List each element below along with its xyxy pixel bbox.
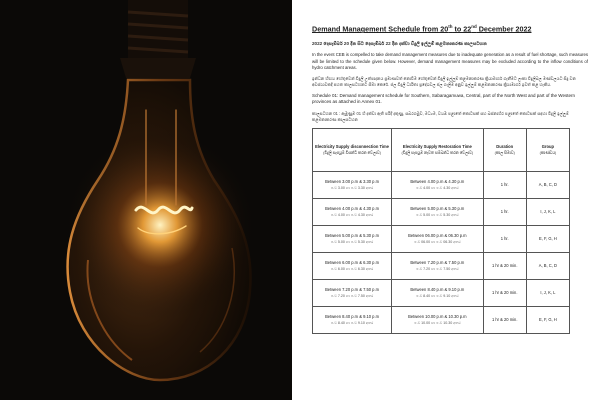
light-bulb-illustration <box>0 0 292 400</box>
supply-time-cell: Between 7.20 p.m & 7.50 p.m ප.ව 7.20 හා ප.ව 7.50 අතර <box>313 279 392 306</box>
supply-time-cell: Between 6.00 p.m & 6.30 p.m ප.ව 6.00 හා ප.ව 6.30 අතර <box>313 252 392 279</box>
schedule-description-english: Schedule 01: Demand management schedule for Southern, Sabaragamuwa, Central, part of the North West and part of the Western provinces as attached in Annex 01. <box>312 93 575 105</box>
group-cell: I, J, K, L <box>526 198 569 225</box>
group-cell: E, F, G, H <box>526 306 569 333</box>
intro-paragraph-sinhala: ඉන්ධන හිඟය හේතුවෙන් විදුලි උත්පාදනය ප්‍රමාණවත් නොවීම හේතුවෙන් විදුලි ඉල්ලුම් කළමනාකරණ ක්‍රියාමාර්ග ගැනීමට ලංකා විදුලිබල මණ්ඩලයට සිදු වන අවස්ථාවකදී පහත කාලසටහනට සීමා කෙරේ. ජල විදුලි ධාරිතා ප්‍රදේශවල ජල ගැලීම අනුව ඉල්ලුම් කළමනාකරණ ක්‍රියාමාර්ග ඉවත් කළ හැකිය. <box>312 76 576 87</box>
restore-time-cell: Between 5.00 p.m & 5.30 p.m ප.ව 5.00 හා ප.ව 5.30 අතර <box>392 198 484 225</box>
header-supply-restoration: Electricity Supply Restoration Time (විදුලි සැපයුම නැවත සම්බන්ධ කරන වේලාව) <box>392 128 484 171</box>
duration-cell: 1 hr & 20 min. <box>483 279 526 306</box>
intro-paragraph-english: In the event CEB is compelled to take demand management measures due to inadequate generation as a result of fuel shortage, such measures will be limited to the schedule given below. However, demand management measures may be excluded according to the inflow conditions of hydro catchment areas. <box>312 52 588 70</box>
bulb-base <box>120 0 196 78</box>
duration-cell: 1 hr & 20 min. <box>483 252 526 279</box>
table-row <box>313 171 570 198</box>
group-cell: A, B, C, D <box>526 252 569 279</box>
supply-time-cell: Between 4.00 p.m & 4.30 p.m ප.ව 4.00 හා ප.ව 4.30 අතර <box>313 198 392 225</box>
restore-time-cell: Between 8.40 p.m & 9.10 p.m ප.ව 8.40 හා ප.ව 9.10 අතර <box>392 279 484 306</box>
schedule-table <box>312 128 570 334</box>
header-duration: Duration (කාල සීමාව) <box>483 128 526 171</box>
group-cell: A, B, C, D <box>526 171 569 198</box>
supply-time-cell: Between 5.00 p.m & 5.30 p.m ප.ව 5.00 හා ප.ව 5.30 අතර <box>313 225 392 252</box>
demand-management-document <box>292 0 600 400</box>
restore-time-cell: Between 7.20 p.m & 7.50 p.m ප.ව 7.20 හා ප.ව 7.50 අතර <box>392 252 484 279</box>
header-supply-disconnection: Electricity Supply disconnection Time (විදුලි සැපයුම් විසන්ධි කරන වේලාව) <box>313 128 392 171</box>
filament-glow <box>65 130 255 320</box>
document-title: Demand Management Schedule from 20th to 22nd December 2022 <box>312 24 532 34</box>
light-bulb-photo <box>0 0 292 400</box>
table-row <box>313 279 570 306</box>
table-row <box>313 198 570 225</box>
document-subtitle-sinhala: 2022 දෙසැම්බර් 20 දින සිට දෙසැම්බර් 22 දින දක්වා විදුලි ඉල්ලුම් කළමනාකරණ කාලසටහන <box>312 41 487 47</box>
restore-time-cell: Between 10.00 p.m & 10.30 p.m ප.ව 10.00 හා ප.ව 10.30 අතර <box>392 306 484 333</box>
duration-cell: 1 hr & 20 min. <box>483 306 526 333</box>
header-group: Group (කාණ්ඩය) <box>526 128 569 171</box>
table-row <box>313 252 570 279</box>
supply-time-cell: Between 3.00 p.m & 3.30 p.m ප.ව 3.00 හා ප.ව 3.30 අතර <box>313 171 392 198</box>
group-cell: I, J, K, L <box>526 279 569 306</box>
duration-cell: 1 hr. <box>483 198 526 225</box>
restore-time-cell: Between 06.00 p.m & 06.30 p.m ප.ව 06.00 හා ප.ව 06.30 අතර <box>392 225 484 252</box>
table-row <box>313 306 570 333</box>
table-row <box>313 225 570 252</box>
supply-time-cell: Between 8.40 p.m & 9.10 p.m ප.ව 8.40 හා ප.ව 9.10 අතර <box>313 306 392 333</box>
schedule-description-sinhala: කාලසටහන 01 : ඇමුණුම 01 හි දක්වා ඇති පරිදි දකුණු, සබරගමුව, මධ්‍යම, වයඹ පළාතේ කොටසක් සහ බස්නාහිර පළාතේ කොටසක් සඳහා විදුලි ඉල්ලුම් කළමනාකරණ කාලසටහන <box>312 110 569 122</box>
schedule-table-header <box>313 128 570 171</box>
duration-cell: 1 hr. <box>483 225 526 252</box>
duration-cell: 1 hr. <box>483 171 526 198</box>
group-cell: E, F, G, H <box>526 225 569 252</box>
restore-time-cell: Between 4.00 p.m & 4.30 p.m ප.ව 4.00 හා ප.ව 4.30 අතර <box>392 171 484 198</box>
